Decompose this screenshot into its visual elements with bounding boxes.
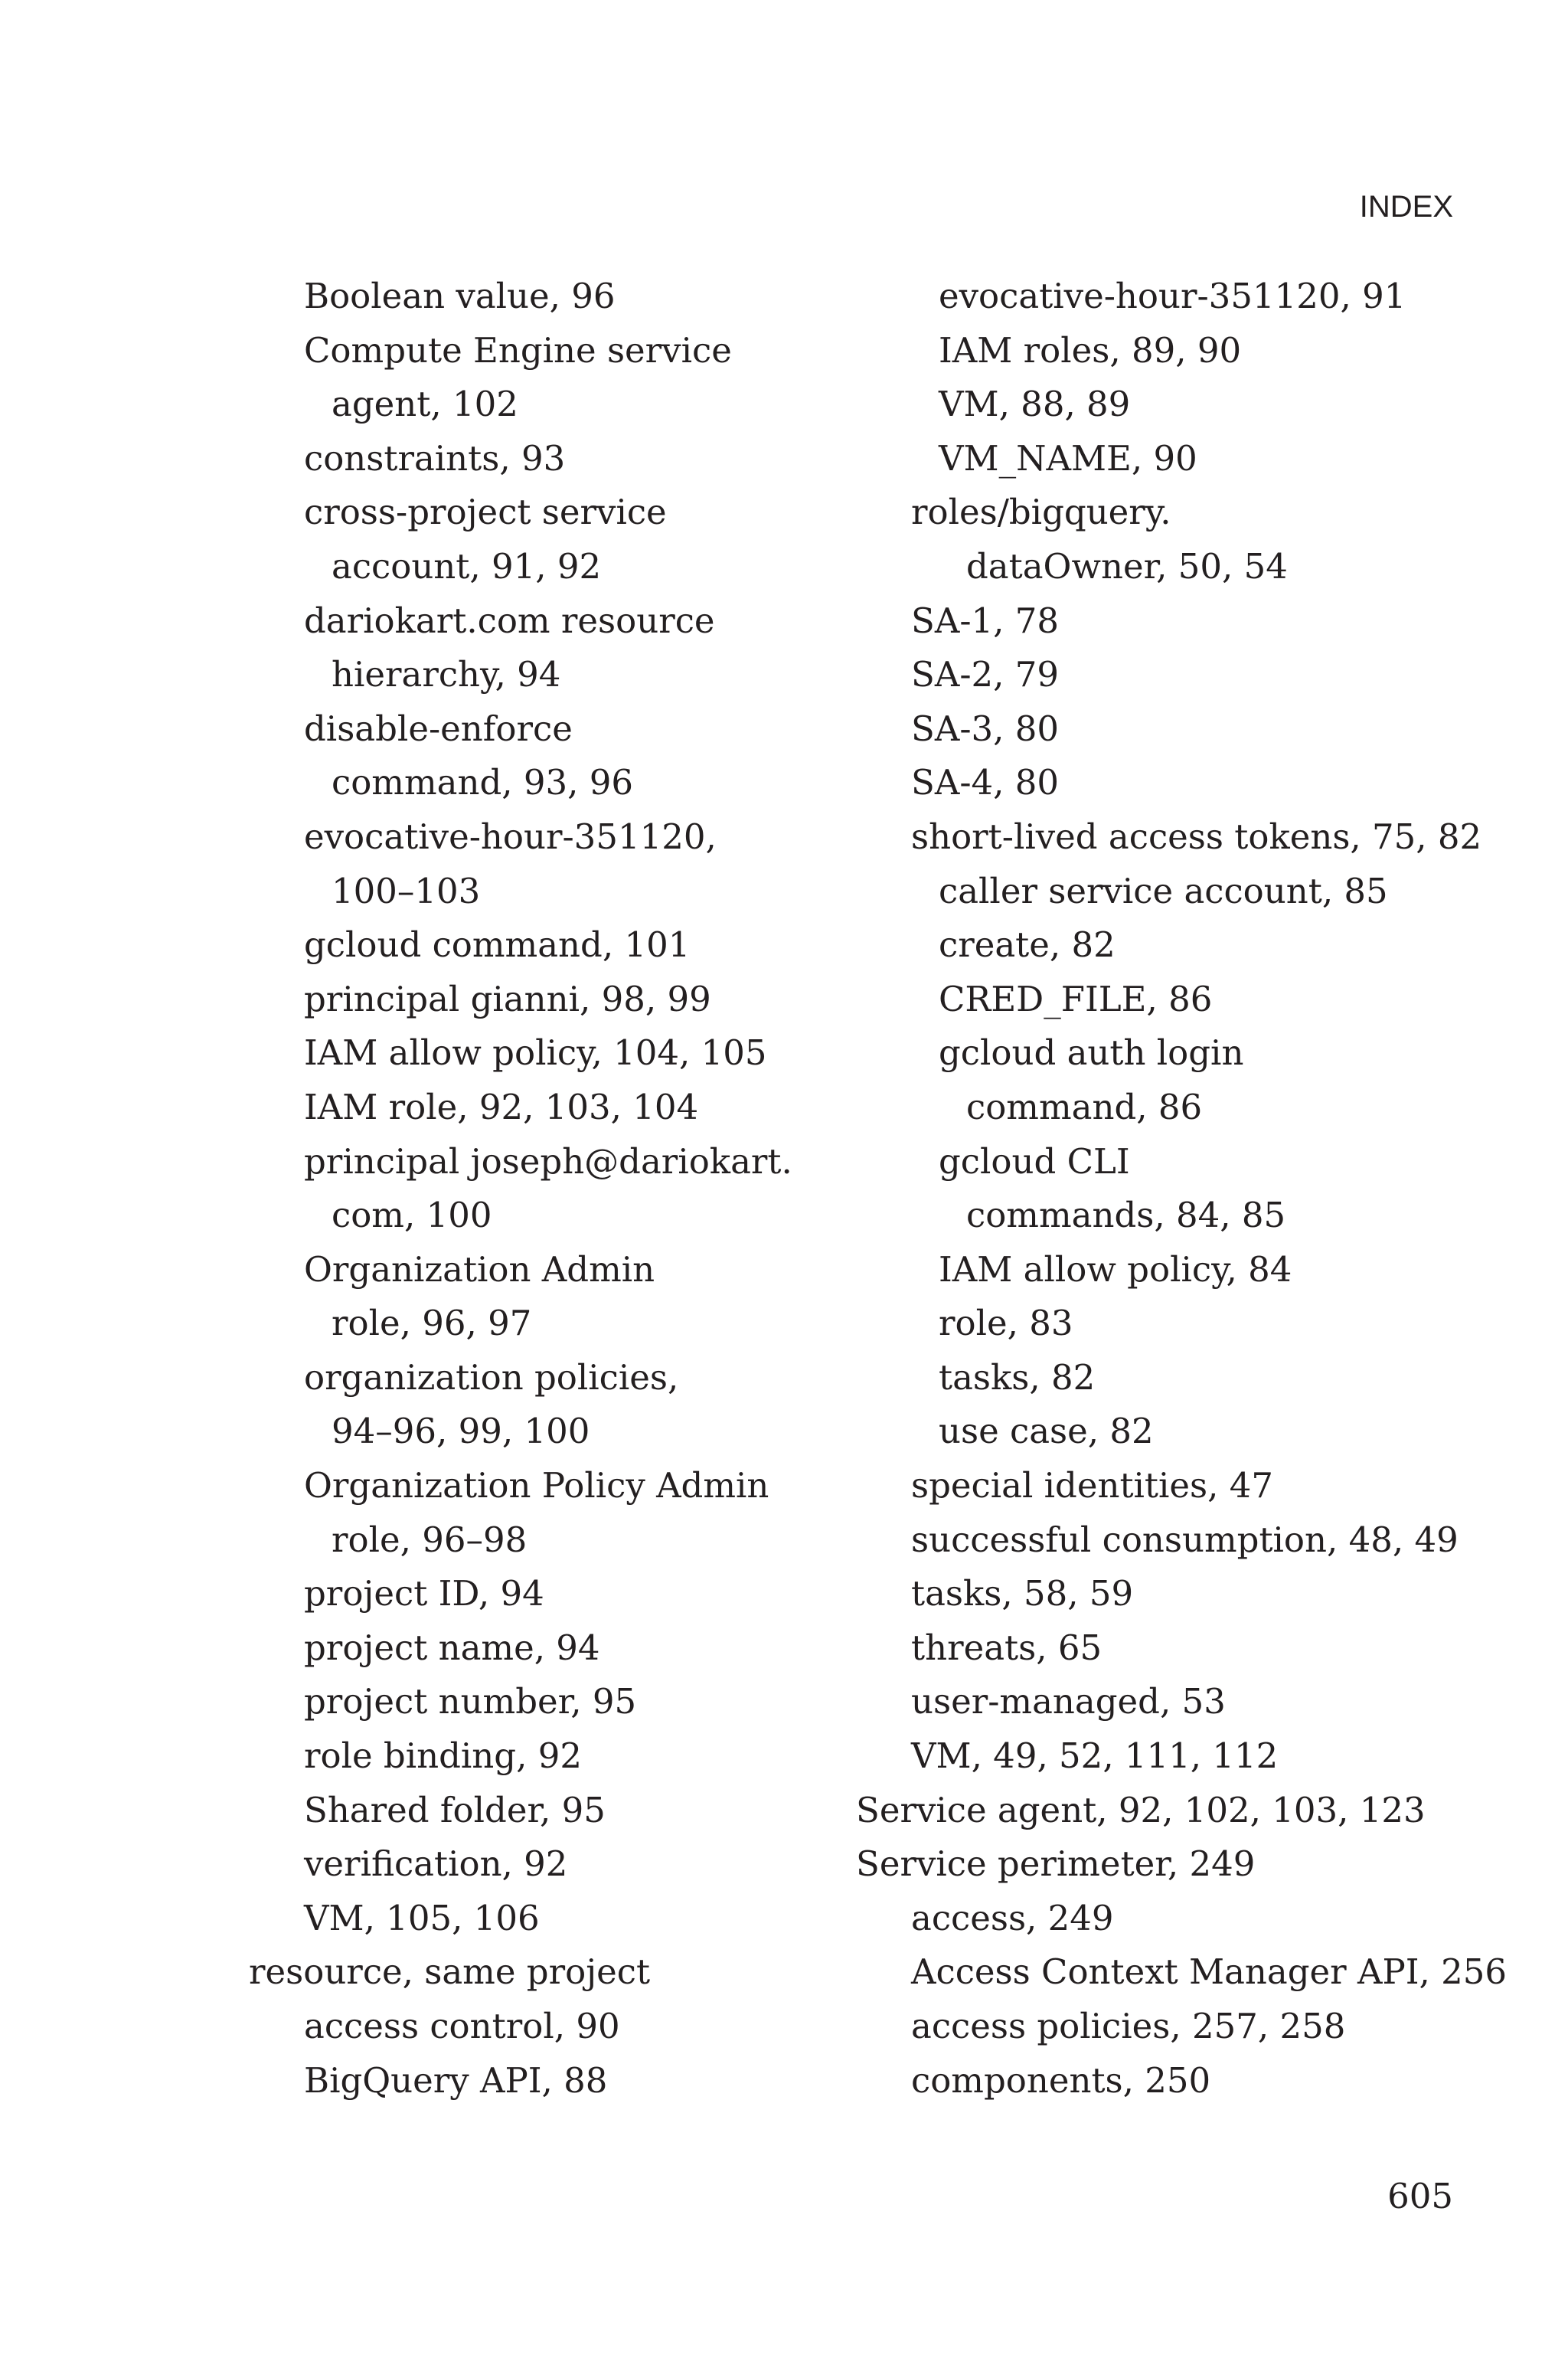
index-entry: command, 86 [966,1086,1203,1127]
index-entry: Compute Engine service [304,329,732,371]
index-entry: IAM roles, 89, 90 [939,329,1242,371]
index-entry: evocative-hour-351120, 91 [939,276,1406,316]
index-entry: VM, 49, 52, 111, 112 [911,1735,1279,1777]
index-entry: hierarchy, 94 [332,654,561,695]
index-entry: create, 82 [939,924,1116,966]
index-entry: roles/bigquery. [911,492,1171,533]
index-entry: SA-1, 78 [911,600,1060,641]
index-entry: evocative-hour-351120, [304,816,717,857]
page-number: 605 [1387,2176,1453,2216]
index-entry: principal gianni, 98, 99 [304,978,711,1019]
index-entry: SA-4, 80 [911,762,1060,803]
index-entry: VM_NAME, 90 [939,437,1197,479]
index-entry: Boolean value, 96 [304,276,616,316]
index-entry: successful consumption, 48, 49 [911,1519,1459,1560]
index-entry: dataOwner, 50, 54 [966,545,1288,587]
index-entry: project name, 94 [304,1627,600,1668]
index-entry: access, 249 [911,1897,1114,1938]
index-entry: principal joseph@dariokart. [304,1140,792,1182]
index-entry: Shared folder, 95 [304,1789,606,1830]
index-column-right [856,270,1508,2108]
index-entry: short-lived access tokens, 75, 82 [911,816,1482,857]
index-entry: project number, 95 [304,1681,637,1722]
index-entry: IAM allow policy, 84 [939,1248,1292,1290]
index-entry: SA-3, 80 [911,708,1060,749]
index-entry: agent, 102 [332,384,518,425]
index-entry: account, 91, 92 [332,545,602,587]
index-entry: organization policies, [304,1356,679,1398]
index-entry: 94–96, 99, 100 [332,1411,590,1452]
index-entry: user-managed, 53 [911,1681,1226,1722]
index-entry: gcloud command, 101 [304,924,691,966]
index-entry: VM, 105, 106 [304,1897,540,1938]
index-entry: VM, 88, 89 [939,384,1131,425]
index-column-left [249,270,846,2108]
index-entry: access control, 90 [304,2006,620,2046]
index-entry: BigQuery API, 88 [304,2059,608,2101]
index-entry: SA-2, 79 [911,654,1060,695]
index-entry: command, 93, 96 [332,762,633,803]
index-entry: disable-enforce [304,708,573,749]
index-entry: tasks, 82 [939,1356,1096,1398]
index-entry: CRED_FILE, 86 [939,978,1213,1019]
index-entry: role binding, 92 [304,1735,582,1777]
index-entry: tasks, 58, 59 [911,1573,1134,1614]
index-entry: IAM allow policy, 104, 105 [304,1032,767,1074]
index-entry: caller service account, 85 [939,870,1388,911]
index-entry: Access Context Manager API, 256 [911,1951,1508,1993]
index-entry: verification, 92 [304,1843,568,1885]
index-entry: use case, 82 [939,1411,1154,1452]
index-entry: role, 83 [939,1303,1073,1344]
index-entry: 100–103 [332,870,481,911]
index-entry: components, 250 [911,2059,1211,2101]
index-entry: gcloud auth login [939,1032,1244,1074]
index-entry: gcloud CLI [939,1140,1130,1182]
index-entry: access policies, 257, 258 [911,2006,1346,2046]
index-entry: Organization Policy Admin [304,1465,769,1506]
index-entry: project ID, 94 [304,1573,544,1614]
index-entry: threats, 65 [911,1627,1102,1668]
index-entry: constraints, 93 [304,437,566,479]
index-entry: commands, 84, 85 [966,1195,1286,1236]
index-entry: resource, same project [249,1951,651,1993]
index-entry: special identities, 47 [911,1465,1274,1506]
index-entry: IAM role, 92, 103, 104 [304,1086,699,1127]
index-entry: dariokart.com resource [304,600,715,641]
index-entry: role, 96, 97 [332,1303,532,1344]
index-entry: role, 96–98 [332,1519,528,1560]
running-head: INDEX [1359,190,1453,224]
index-entry: Organization Admin [304,1248,655,1290]
index-entry: Service agent, 92, 102, 103, 123 [856,1789,1426,1830]
index-entry: Service perimeter, 249 [856,1843,1256,1885]
index-entry: cross-project service [304,492,667,533]
index-entry: com, 100 [332,1195,492,1236]
